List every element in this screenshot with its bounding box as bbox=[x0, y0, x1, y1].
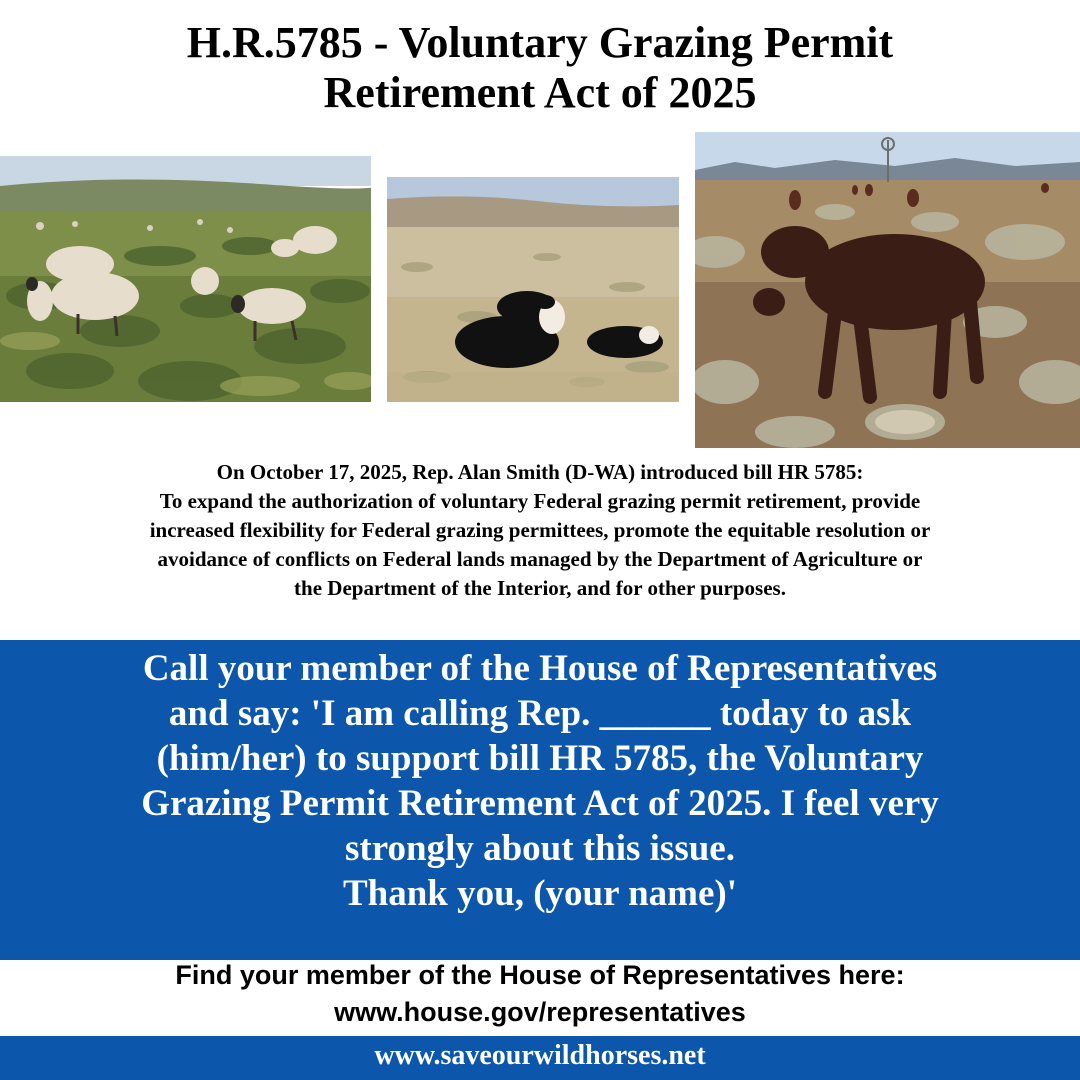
find-rep-link[interactable]: www.house.gov/representatives bbox=[334, 997, 746, 1027]
sheep-grazing-photo bbox=[0, 156, 371, 402]
summary-line: increased flexibility for Federal grazing permittees, promote the equitable resolution or bbox=[149, 518, 931, 542]
summary-line: the Department of the Interior, and for other purposes. bbox=[294, 576, 786, 600]
title-line-1: H.R.5785 - Voluntary Grazing Permit bbox=[186, 18, 894, 67]
bill-summary bbox=[0, 458, 1080, 603]
title-line-2: Retirement Act of 2025 bbox=[323, 68, 757, 117]
cta-line: Thank you, (your name)' bbox=[342, 873, 738, 914]
summary-line: On October 17, 2025, Rep. Alan Smith (D-WA) introduced bill HR 5785: bbox=[216, 460, 864, 484]
cta-line: Call your member of the House of Representatives bbox=[142, 648, 938, 689]
cta-line: strongly about this issue. bbox=[345, 828, 735, 869]
footer-banner bbox=[0, 1036, 1080, 1080]
cta-line: (him/her) to support bill HR 5785, the Voluntary bbox=[156, 738, 924, 779]
summary-line: avoidance of conflicts on Federal lands managed by the Department of Agriculture or bbox=[157, 547, 923, 571]
page-title bbox=[0, 18, 1080, 118]
cow-walking-photo bbox=[695, 132, 1080, 448]
find-rep-label: Find your member of the House of Representatives here: bbox=[175, 960, 905, 990]
call-to-action-text bbox=[0, 646, 1080, 916]
cattle-resting-photo bbox=[387, 177, 679, 402]
call-to-action-banner bbox=[0, 640, 1080, 960]
cta-line: and say: 'I am calling Rep. ______ today to ask bbox=[168, 693, 912, 734]
summary-line: To expand the authorization of voluntary Federal grazing permit retirement, provide bbox=[159, 489, 921, 513]
footer-website-link[interactable]: www.saveourwildhorses.net bbox=[374, 1040, 706, 1071]
cta-line: Grazing Permit Retirement Act of 2025. I feel very bbox=[141, 783, 939, 824]
find-representative bbox=[0, 957, 1080, 1031]
